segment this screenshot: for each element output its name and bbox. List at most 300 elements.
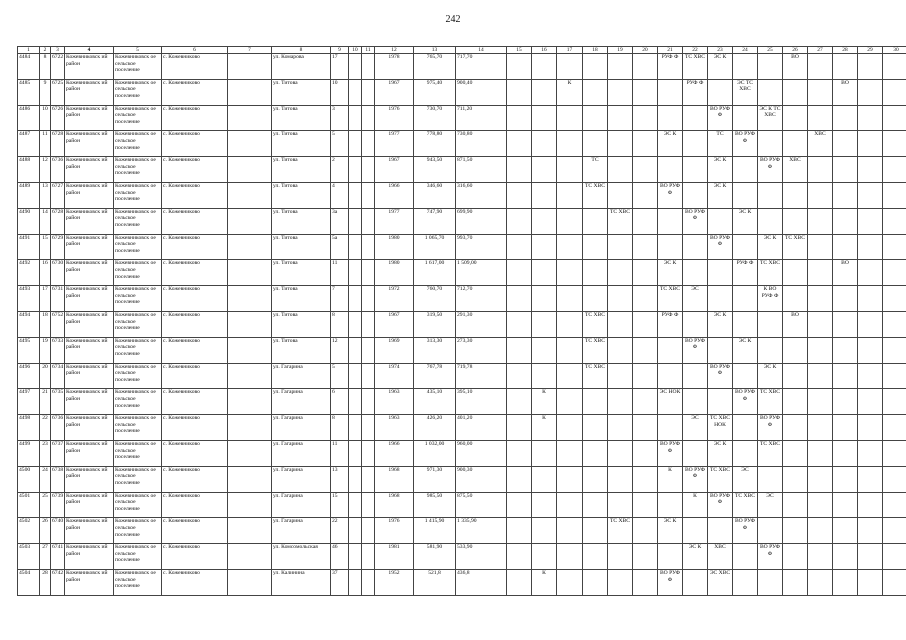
cell-c7 <box>228 466 272 492</box>
cell-c11 <box>362 286 375 312</box>
cell-c20 <box>633 286 658 312</box>
cell-settlement: Кожевниковск ое сельское поселение <box>114 569 162 595</box>
cell-locality: с. Кожевниково <box>162 79 228 105</box>
table-row <box>18 363 906 389</box>
cell-code: 6729 <box>51 234 65 260</box>
cell-district: Кожевниковск ий район <box>65 208 114 234</box>
cell-c17 <box>557 415 583 441</box>
cell-c11 <box>362 182 375 208</box>
cell-c7 <box>228 208 272 234</box>
cell-c30 <box>883 260 906 286</box>
cell-c22 <box>683 518 708 544</box>
cell-district: Кожевниковск ий район <box>65 182 114 208</box>
cell-c17 <box>557 569 583 595</box>
cell-code: 6730 <box>51 260 65 286</box>
cell-c26 <box>783 286 808 312</box>
cell-c19 <box>608 157 633 183</box>
cell-c23 <box>708 260 733 286</box>
cell-district: Кожевниковск ий район <box>65 157 114 183</box>
cell-c15 <box>507 337 532 363</box>
cell-c19 <box>608 569 633 595</box>
cell-c24: ВО РУФ Ф <box>733 389 758 415</box>
cell-c25 <box>758 466 783 492</box>
cell-c27 <box>808 569 833 595</box>
cell-year: 1980 <box>375 260 414 286</box>
cell-c11 <box>362 492 375 518</box>
cell-c30 <box>883 440 906 466</box>
cell-c27 <box>808 337 833 363</box>
cell-c20 <box>633 544 658 570</box>
cell-c22: ВО РУФ Ф <box>683 466 708 492</box>
cell-c23: ЭС К <box>708 311 733 337</box>
cell-year: 1966 <box>375 440 414 466</box>
cell-c11 <box>362 260 375 286</box>
cell-locality: с. Кожевниково <box>162 182 228 208</box>
column-number: 11 <box>362 47 375 54</box>
cell-c21 <box>658 105 683 131</box>
cell-c10 <box>349 518 362 544</box>
cell-c11 <box>362 79 375 105</box>
cell-c30 <box>883 131 906 157</box>
cell-district: Кожевниковск ий район <box>65 286 114 312</box>
cell-idx: 21 <box>40 389 51 415</box>
cell-c7 <box>228 337 272 363</box>
cell-no: 4492 <box>18 260 40 286</box>
cell-c24 <box>733 363 758 389</box>
cell-street: ул. Гагарина <box>272 440 331 466</box>
cell-idx: 16 <box>40 260 51 286</box>
cell-c29 <box>858 518 883 544</box>
cell-area2: 699,90 <box>456 208 507 234</box>
cell-c20 <box>633 440 658 466</box>
cell-c29 <box>858 569 883 595</box>
cell-c20 <box>633 234 658 260</box>
cell-c16: К <box>532 415 557 441</box>
cell-street: ул. Титова <box>272 131 331 157</box>
cell-c28: ВО <box>833 79 858 105</box>
column-number: 6 <box>162 47 228 54</box>
cell-house: 15 <box>331 492 349 518</box>
cell-c24 <box>733 311 758 337</box>
cell-c16 <box>532 492 557 518</box>
cell-c16 <box>532 363 557 389</box>
cell-c20 <box>633 569 658 595</box>
cell-c24 <box>733 182 758 208</box>
cell-code: 6741 <box>51 544 65 570</box>
cell-c21: ЭС К <box>658 131 683 157</box>
cell-c11 <box>362 208 375 234</box>
cell-code: 6737 <box>51 440 65 466</box>
cell-area1: 747,90 <box>414 208 456 234</box>
cell-c28 <box>833 131 858 157</box>
cell-c26 <box>783 569 808 595</box>
cell-area1: 581,90 <box>414 544 456 570</box>
cell-c23: ЭС К <box>708 54 733 80</box>
cell-c7 <box>228 131 272 157</box>
cell-area2: 717,70 <box>456 54 507 80</box>
cell-c23 <box>708 389 733 415</box>
cell-district: Кожевниковск ий район <box>65 544 114 570</box>
cell-c22 <box>683 389 708 415</box>
cell-no: 4484 <box>18 54 40 80</box>
cell-house: 7 <box>331 286 349 312</box>
cell-house: 3 <box>331 105 349 131</box>
cell-year: 1967 <box>375 311 414 337</box>
cell-locality: с. Кожевниково <box>162 337 228 363</box>
cell-no: 4491 <box>18 234 40 260</box>
cell-settlement: Кожевниковск ое сельское поселение <box>114 544 162 570</box>
table-row <box>18 311 906 337</box>
cell-area1: 319,50 <box>414 311 456 337</box>
column-number: 28 <box>833 47 858 54</box>
cell-c25: ТС ХВС <box>758 260 783 286</box>
cell-c18 <box>583 131 608 157</box>
cell-c29 <box>858 79 883 105</box>
cell-area2: 316,60 <box>456 182 507 208</box>
cell-c26 <box>783 466 808 492</box>
column-number: 29 <box>858 47 883 54</box>
cell-house: 4 <box>331 182 349 208</box>
cell-c17 <box>557 182 583 208</box>
cell-c25 <box>758 131 783 157</box>
cell-c7 <box>228 157 272 183</box>
cell-c21 <box>658 544 683 570</box>
cell-c30 <box>883 208 906 234</box>
cell-area1: 1 617,00 <box>414 260 456 286</box>
cell-district: Кожевниковск ий район <box>65 363 114 389</box>
cell-c26: ТС ХВС <box>783 234 808 260</box>
cell-c25 <box>758 208 783 234</box>
cell-c30 <box>883 157 906 183</box>
cell-area1: 1 032,00 <box>414 440 456 466</box>
cell-settlement: Кожевниковск ое сельское поселение <box>114 182 162 208</box>
cell-c23: ВО РУФ Ф <box>708 492 733 518</box>
cell-c7 <box>228 54 272 80</box>
cell-code: 6752 <box>51 311 65 337</box>
cell-c26 <box>783 208 808 234</box>
cell-c20 <box>633 79 658 105</box>
cell-c27 <box>808 157 833 183</box>
cell-c29 <box>858 466 883 492</box>
cell-area2: 993,70 <box>456 234 507 260</box>
cell-house: 5а <box>331 234 349 260</box>
cell-no: 4488 <box>18 157 40 183</box>
cell-c23 <box>708 286 733 312</box>
cell-c24 <box>733 569 758 595</box>
cell-year: 1952 <box>375 569 414 595</box>
cell-c24 <box>733 157 758 183</box>
cell-locality: с. Кожевниково <box>162 311 228 337</box>
cell-c26: ВО <box>783 311 808 337</box>
cell-c17 <box>557 363 583 389</box>
cell-area1: 313,30 <box>414 337 456 363</box>
cell-c10 <box>349 182 362 208</box>
cell-c20 <box>633 131 658 157</box>
cell-c18 <box>583 569 608 595</box>
cell-c22: ЭС <box>683 286 708 312</box>
cell-no: 4489 <box>18 182 40 208</box>
table-row <box>18 182 906 208</box>
cell-c19 <box>608 440 633 466</box>
cell-c21: ТС ХВС <box>658 286 683 312</box>
cell-c25 <box>758 54 783 80</box>
table-row <box>18 569 906 595</box>
cell-c25: ВО РУФ Ф <box>758 157 783 183</box>
cell-c7 <box>228 286 272 312</box>
cell-c25 <box>758 79 783 105</box>
cell-c17 <box>557 311 583 337</box>
cell-no: 4501 <box>18 492 40 518</box>
cell-area1: 730,70 <box>414 105 456 131</box>
cell-c21: ЭС К <box>658 518 683 544</box>
cell-c20 <box>633 518 658 544</box>
cell-c11 <box>362 518 375 544</box>
cell-c29 <box>858 544 883 570</box>
cell-c27 <box>808 234 833 260</box>
cell-c7 <box>228 105 272 131</box>
column-number: 12 <box>375 47 414 54</box>
cell-year: 1976 <box>375 518 414 544</box>
cell-c16 <box>532 182 557 208</box>
cell-idx: 28 <box>40 569 51 595</box>
cell-locality: с. Кожевниково <box>162 389 228 415</box>
cell-c15 <box>507 105 532 131</box>
cell-code: 6728 <box>51 131 65 157</box>
cell-c7 <box>228 182 272 208</box>
cell-c26 <box>783 79 808 105</box>
cell-settlement: Кожевниковск ое сельское поселение <box>114 518 162 544</box>
cell-house: 22 <box>331 518 349 544</box>
cell-c19 <box>608 286 633 312</box>
cell-c27 <box>808 440 833 466</box>
cell-c11 <box>362 466 375 492</box>
cell-c29 <box>858 208 883 234</box>
cell-c15 <box>507 311 532 337</box>
cell-c20 <box>633 492 658 518</box>
cell-c25: ТС ХВС <box>758 440 783 466</box>
cell-c22 <box>683 363 708 389</box>
cell-c22 <box>683 260 708 286</box>
cell-c28 <box>833 157 858 183</box>
cell-c23: ВО РУФ Ф <box>708 363 733 389</box>
cell-c20 <box>633 415 658 441</box>
cell-locality: с. Кожевниково <box>162 105 228 131</box>
column-number-row <box>18 47 906 54</box>
cell-c7 <box>228 311 272 337</box>
cell-c10 <box>349 363 362 389</box>
cell-c27 <box>808 492 833 518</box>
cell-c19 <box>608 492 633 518</box>
cell-settlement: Кожевниковск ое сельское поселение <box>114 208 162 234</box>
cell-district: Кожевниковск ий район <box>65 415 114 441</box>
cell-c27 <box>808 105 833 131</box>
cell-c17 <box>557 518 583 544</box>
cell-c10 <box>349 569 362 595</box>
cell-idx: 23 <box>40 440 51 466</box>
cell-code: 6736 <box>51 415 65 441</box>
cell-c18 <box>583 440 608 466</box>
cell-code: 6733 <box>51 337 65 363</box>
cell-c7 <box>228 440 272 466</box>
cell-c26 <box>783 337 808 363</box>
cell-c24: ЭС <box>733 466 758 492</box>
cell-street: ул. Гагарина <box>272 363 331 389</box>
cell-c18 <box>583 544 608 570</box>
cell-c30 <box>883 105 906 131</box>
cell-c16 <box>532 544 557 570</box>
cell-idx: 13 <box>40 182 51 208</box>
cell-no: 4499 <box>18 440 40 466</box>
cell-c10 <box>349 105 362 131</box>
cell-c29 <box>858 492 883 518</box>
column-number: 15 <box>507 47 532 54</box>
cell-c15 <box>507 79 532 105</box>
cell-c15 <box>507 389 532 415</box>
cell-c30 <box>883 389 906 415</box>
cell-c16 <box>532 260 557 286</box>
cell-area2: 711,20 <box>456 105 507 131</box>
cell-area2: 875,50 <box>456 492 507 518</box>
cell-c29 <box>858 234 883 260</box>
cell-street: ул. Гагарина <box>272 518 331 544</box>
cell-c18 <box>583 105 608 131</box>
cell-c27 <box>808 363 833 389</box>
cell-house: 10 <box>331 79 349 105</box>
cell-year: 1978 <box>375 54 414 80</box>
cell-c29 <box>858 286 883 312</box>
cell-c27 <box>808 260 833 286</box>
cell-c18 <box>583 415 608 441</box>
cell-c30 <box>883 544 906 570</box>
cell-year: 1968 <box>375 466 414 492</box>
cell-c22: ЭС К <box>683 544 708 570</box>
cell-c19 <box>608 415 633 441</box>
cell-c26 <box>783 440 808 466</box>
cell-area2: 871,50 <box>456 157 507 183</box>
cell-c22: ВО РУФ Ф <box>683 337 708 363</box>
cell-year: 1969 <box>375 337 414 363</box>
cell-street: ул. Титова <box>272 337 331 363</box>
cell-c29 <box>858 260 883 286</box>
cell-locality: с. Кожевниково <box>162 415 228 441</box>
cell-c10 <box>349 389 362 415</box>
column-number: 16 <box>532 47 557 54</box>
cell-c7 <box>228 260 272 286</box>
cell-house: 11 <box>331 440 349 466</box>
cell-c21: РУФ Ф <box>658 54 683 80</box>
cell-idx: 10 <box>40 105 51 131</box>
cell-c19 <box>608 234 633 260</box>
cell-locality: с. Кожевниково <box>162 440 228 466</box>
cell-c10 <box>349 79 362 105</box>
cell-c30 <box>883 492 906 518</box>
cell-c11 <box>362 157 375 183</box>
cell-settlement: Кожевниковск ое сельское поселение <box>114 79 162 105</box>
cell-c16 <box>532 79 557 105</box>
cell-locality: с. Кожевниково <box>162 518 228 544</box>
cell-c15 <box>507 208 532 234</box>
cell-c25: ЭС К <box>758 363 783 389</box>
cell-area2: 900,30 <box>456 466 507 492</box>
cell-year: 1981 <box>375 544 414 570</box>
cell-c26 <box>783 182 808 208</box>
cell-idx: 24 <box>40 466 51 492</box>
cell-settlement: Кожевниковск ое сельское поселение <box>114 260 162 286</box>
cell-c26 <box>783 105 808 131</box>
cell-c19: ТС ХВС <box>608 208 633 234</box>
cell-c26 <box>783 260 808 286</box>
column-number: 23 <box>708 47 733 54</box>
cell-c18 <box>583 466 608 492</box>
cell-settlement: Кожевниковск ое сельское поселение <box>114 389 162 415</box>
cell-settlement: Кожевниковск ое сельское поселение <box>114 234 162 260</box>
cell-district: Кожевниковск ий район <box>65 311 114 337</box>
column-number: 4 <box>65 47 114 54</box>
cell-street: ул. Титова <box>272 182 331 208</box>
cell-house: 8 <box>331 311 349 337</box>
cell-c28 <box>833 466 858 492</box>
cell-c28 <box>833 569 858 595</box>
cell-c21 <box>658 208 683 234</box>
cell-c11 <box>362 544 375 570</box>
cell-street: ул. Гагарина <box>272 466 331 492</box>
cell-year: 1966 <box>375 182 414 208</box>
cell-c18: ТС ХВС <box>583 363 608 389</box>
cell-c23: ЭС К <box>708 182 733 208</box>
column-number: 22 <box>683 47 708 54</box>
cell-c17 <box>557 389 583 415</box>
cell-c21: ВО РУФ Ф <box>658 569 683 595</box>
cell-c11 <box>362 363 375 389</box>
cell-locality: с. Кожевниково <box>162 466 228 492</box>
cell-settlement: Кожевниковск ое сельское поселение <box>114 311 162 337</box>
cell-no: 4495 <box>18 337 40 363</box>
cell-district: Кожевниковск ий район <box>65 389 114 415</box>
column-number: 30 <box>883 47 906 54</box>
cell-c11 <box>362 337 375 363</box>
cell-c28 <box>833 544 858 570</box>
cell-c28 <box>833 415 858 441</box>
cell-idx: 27 <box>40 544 51 570</box>
cell-c28 <box>833 337 858 363</box>
cell-area1: 435,10 <box>414 389 456 415</box>
cell-idx: 14 <box>40 208 51 234</box>
cell-area2: 291,30 <box>456 311 507 337</box>
cell-area1: 760,70 <box>414 286 456 312</box>
cell-c25 <box>758 337 783 363</box>
cell-c16: К <box>532 389 557 415</box>
cell-c16 <box>532 466 557 492</box>
cell-settlement: Кожевниковск ое сельское поселение <box>114 363 162 389</box>
cell-year: 1977 <box>375 131 414 157</box>
cell-district: Кожевниковск ий район <box>65 105 114 131</box>
table-row <box>18 234 906 260</box>
column-number: 9 <box>331 47 349 54</box>
cell-area1: 346,60 <box>414 182 456 208</box>
cell-c15 <box>507 157 532 183</box>
cell-c18: ТС <box>583 157 608 183</box>
cell-c10 <box>349 440 362 466</box>
cell-c29 <box>858 157 883 183</box>
table-row <box>18 79 906 105</box>
cell-c24 <box>733 234 758 260</box>
cell-c10 <box>349 54 362 80</box>
cell-c20 <box>633 54 658 80</box>
cell-c29 <box>858 415 883 441</box>
cell-c7 <box>228 389 272 415</box>
cell-c25 <box>758 311 783 337</box>
cell-c19 <box>608 54 633 80</box>
